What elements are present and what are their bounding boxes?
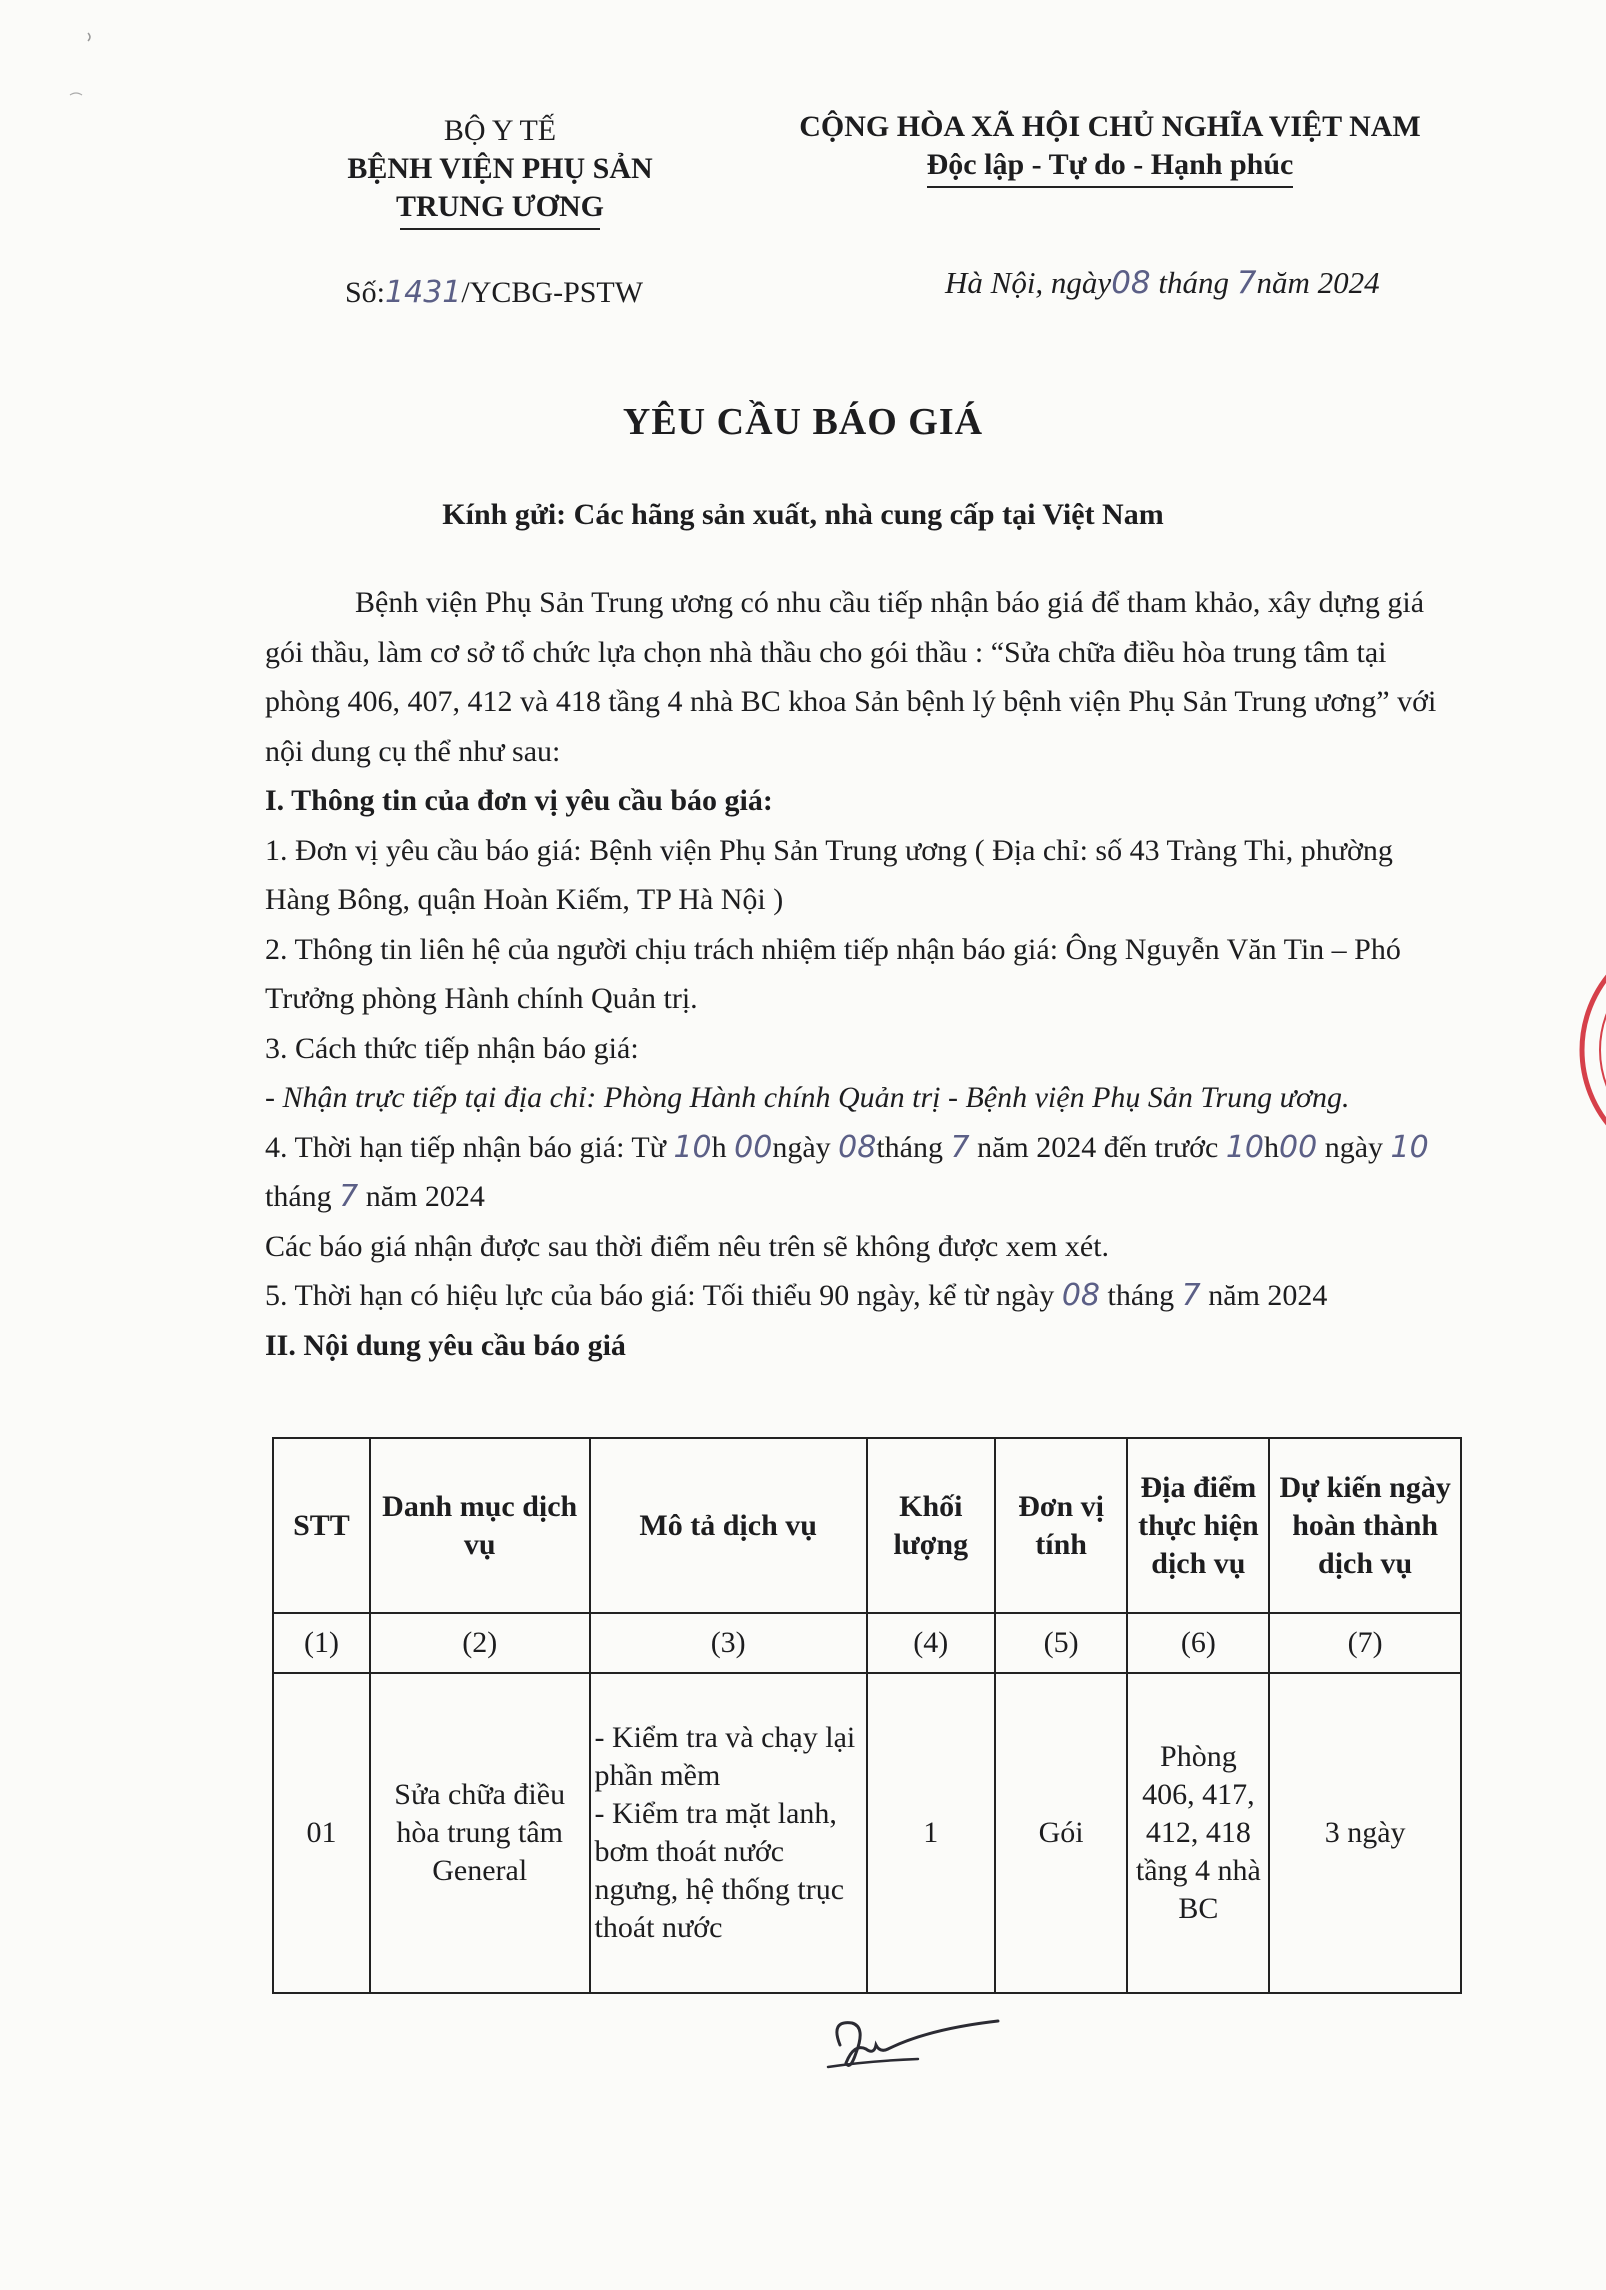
stamp-icon — [1540, 920, 1606, 1180]
col-number: (6) — [1127, 1613, 1269, 1673]
country-name: CỘNG HÒA XÃ HỘI CHỦ NGHĨA VIỆT NAM — [799, 110, 1421, 143]
col-number: (2) — [370, 1613, 590, 1673]
document-title: YÊU CẦU BÁO GIÁ — [622, 401, 984, 443]
date-line: Hà Nội, ngày08 tháng 7năm 2024 — [945, 265, 1380, 301]
handwritten-doc-number: 1431 — [385, 275, 462, 310]
scan-mark-icon — [60, 25, 130, 105]
section1-item3: 3. Cách thức tiếp nhận báo giá: — [265, 1031, 639, 1065]
col-header-stt: STT — [273, 1438, 370, 1613]
hospital-name-line2: TRUNG ƯƠNG — [395, 190, 605, 223]
col-number: (4) — [867, 1613, 995, 1673]
cell-description: - Kiểm tra và chạy lại phần mềm - Kiểm tra mặt lanh, bơm thoát nước ngưng, hệ thống trục thoát nước — [590, 1673, 867, 1993]
document-number: Số:1431/YCBG-PSTW — [345, 275, 644, 310]
section1-item3-detail: - Nhận trực tiếp tại địa chỉ: Phòng Hành chính Quản trị - Bệnh viện Phụ Sản Trung ương. — [265, 1081, 1350, 1114]
col-number: (5) — [995, 1613, 1128, 1673]
col-header-description: Mô tả dịch vụ — [590, 1438, 867, 1613]
hospital-name-line1: BỆNH VIỆN PHỤ SẢN — [347, 152, 653, 185]
cell-category: Sửa chữa điều hòa trung tâm General — [370, 1673, 590, 1993]
cell-location: Phòng 406, 417, 412, 418 tầng 4 nhà BC — [1127, 1673, 1269, 1993]
section1-item1: 1. Đơn vị yêu cầu báo giá: Bệnh viện Phụ Sản Trung ương ( Địa chỉ: số 43 Tràng Thi, phường Hàng Bông, quận Hoàn Kiếm, TP Hà Nội ) — [265, 833, 1393, 916]
issuer-underline — [400, 228, 600, 230]
col-number: (1) — [273, 1613, 370, 1673]
issuer-block — [300, 112, 700, 230]
table-row — [273, 1673, 1461, 1993]
national-header — [770, 108, 1450, 188]
national-motto: Độc lập - Tự do - Hạnh phúc — [927, 146, 1294, 188]
section2-heading: II. Nội dung yêu cầu báo giá — [265, 1328, 626, 1362]
col-header-category: Danh mục dịch vụ — [370, 1438, 590, 1613]
table-number-row — [273, 1613, 1461, 1673]
cell-unit: Gói — [995, 1673, 1128, 1993]
col-header-quantity: Khối lượng — [867, 1438, 995, 1613]
cell-duration: 3 ngày — [1269, 1673, 1461, 1993]
col-header-unit: Đơn vị tính — [995, 1438, 1128, 1613]
recipient-line: Kính gửi: Các hãng sản xuất, nhà cung cấp tại Việt Nam — [442, 498, 1164, 531]
ministry-name: BỘ Y TẾ — [443, 114, 557, 147]
section1-item2: 2. Thông tin liên hệ của người chịu trách nhiệm tiếp nhận báo giá: Ông Nguyễn Văn Tin – Phó Trưởng phòng Hành chính Quản trị. — [265, 932, 1401, 1015]
section1-heading: I. Thông tin của đơn vị yêu cầu báo giá: — [265, 784, 773, 817]
document-body — [265, 578, 1465, 1370]
handwritten-month: 7 — [1236, 265, 1257, 301]
section1-item4-note: Các báo giá nhận được sau thời điểm nêu trên sẽ không được xem xét. — [265, 1229, 1110, 1263]
cell-quantity: 1 — [867, 1673, 995, 1993]
col-header-location: Địa điểm thực hiện dịch vụ — [1127, 1438, 1269, 1613]
table-header-row — [273, 1438, 1461, 1613]
section1-item5: 5. Thời hạn có hiệu lực của báo giá: Tối thiểu 90 ngày, kể từ ngày 08 tháng 7 năm 2024 — [265, 1278, 1328, 1313]
handwritten-day: 08 — [1111, 265, 1151, 301]
col-header-duration: Dự kiến ngày hoàn thành dịch vụ — [1269, 1438, 1461, 1613]
signature-initials-icon — [820, 2005, 1010, 2085]
quotation-table — [272, 1437, 1462, 1994]
intro-paragraph: Bệnh viện Phụ Sản Trung ương có nhu cầu tiếp nhận báo giá để tham khảo, xây dựng giá gói thầu, làm cơ sở tổ chức lựa chọn nhà thầu cho gói thầu : “Sửa chữa điều hòa trung tâm tại phòng 406, 407, 412 và 418 tầng 4 nhà BC khoa Sản bệnh lý bệnh viện Phụ Sản Trung ương” với nội dung cụ thể như sau: — [265, 586, 1437, 768]
col-number: (3) — [590, 1613, 867, 1673]
section1-item4: 4. Thời hạn tiếp nhận báo giá: Từ 10h 00ngày 08tháng 7 năm 2024 đến trước 10h00 ngày 10 tháng 7 năm 2024 — [265, 1129, 1429, 1214]
cell-stt: 01 — [273, 1673, 370, 1993]
col-number: (7) — [1269, 1613, 1461, 1673]
